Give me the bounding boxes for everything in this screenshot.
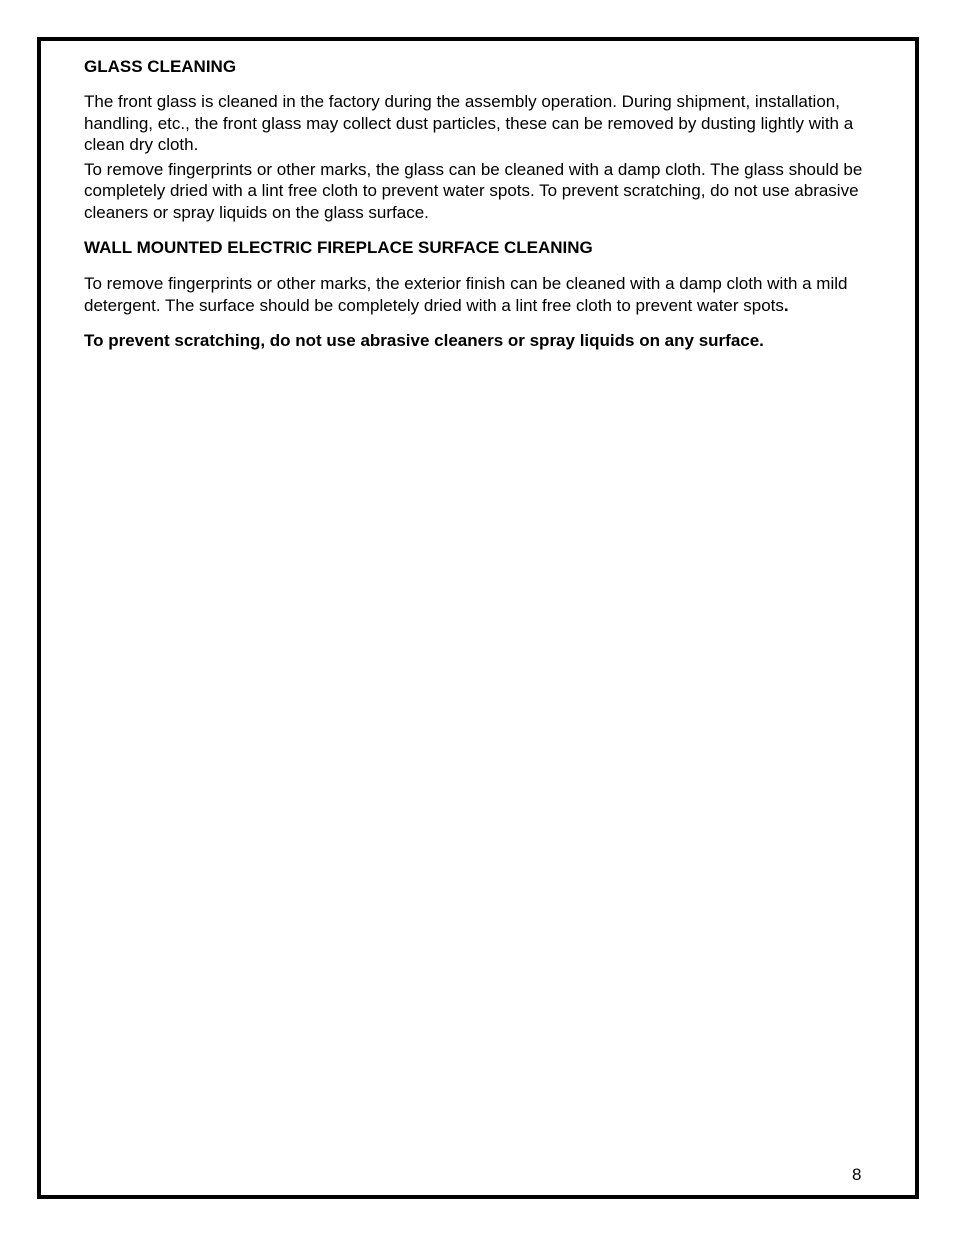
- surface-cleaning-paragraph-end: .: [783, 295, 789, 315]
- glass-cleaning-paragraph-1: The front glass is cleaned in the factory during the assembly operation. During shipment, installation, handling, etc., the front glass may collect dust particles, these can be removed by dusting lightly with a clean dry cloth.: [84, 92, 854, 154]
- page-number: 8: [852, 1165, 862, 1184]
- glass-cleaning-heading: GLASS CLEANING: [84, 57, 237, 76]
- scratching-warning: To prevent scratching, do not use abrasive cleaners or spray liquids on any surface.: [84, 331, 764, 350]
- surface-cleaning-heading: WALL MOUNTED ELECTRIC FIREPLACE SURFACE CLEANING: [84, 238, 593, 257]
- page-content: [84, 56, 874, 351]
- surface-cleaning-paragraph: [84, 273, 874, 316]
- surface-cleaning-paragraph-text: To remove fingerprints or other marks, the exterior finish can be cleaned with a damp cloth with a mild detergent. The surface should be completely dried with a lint free cloth to prevent water spots: [84, 274, 848, 315]
- glass-cleaning-paragraph-2: To remove fingerprints or other marks, the glass can be cleaned with a damp cloth. The glass should be completely dried with a lint free cloth to prevent water spots. To prevent scratching, do not use abrasive cleaners or spray liquids on the glass surface.: [84, 159, 863, 222]
